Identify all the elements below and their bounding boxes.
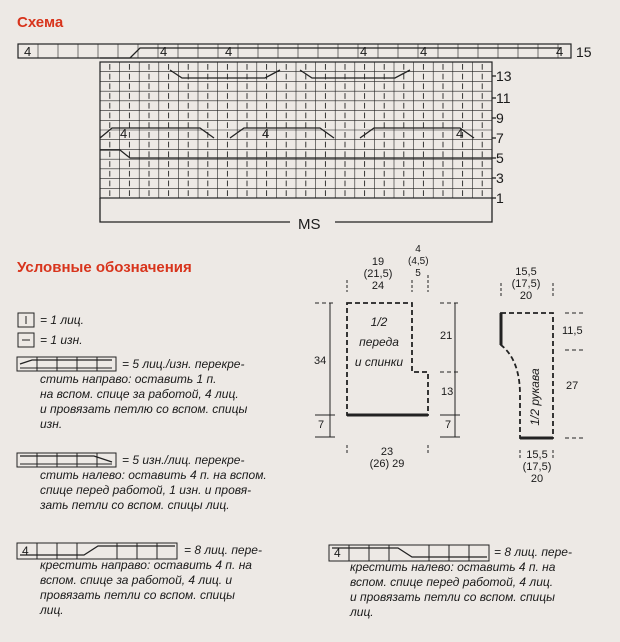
- sleeve-top-width: 15,5 (17,5) 20: [511, 266, 541, 302]
- row-number: 3: [496, 170, 504, 186]
- sleeve-cap-height: 11,5: [562, 325, 583, 337]
- body-height-total: 34: [314, 355, 327, 367]
- legend-purl: = 1 изн.: [40, 333, 83, 347]
- row-number: 7: [496, 130, 504, 146]
- row-number: 5: [496, 150, 504, 166]
- sleeve-bottom-width: 15,5 (17,5) 20: [522, 449, 552, 485]
- body-bottom-width: 23 (26) 29: [369, 446, 405, 470]
- legend-knit: = 1 лиц.: [40, 313, 84, 327]
- row-number: 13: [496, 68, 512, 84]
- cross-count-label: 4: [556, 44, 564, 59]
- cross-count-label: 4: [262, 126, 270, 141]
- body-rib-right: 7: [445, 419, 452, 431]
- cross-8-left-count: 4: [334, 546, 341, 560]
- cross-count-label: 4: [120, 126, 128, 141]
- ms-label: MS: [298, 216, 321, 233]
- body-height-mid: 13: [441, 386, 454, 398]
- sleeve-label: 1/2 рукава: [528, 368, 542, 426]
- sleeve-length: 27: [566, 380, 579, 392]
- cross-count-label: 4: [160, 44, 168, 59]
- body-label: 1/2 переда и спинки: [354, 315, 404, 369]
- legend-cross-5-right-text: = 5 лиц./изн. перекре- стить направо: оставить 1 п. на вспом. спице за работой, 4 лиц. и провязать петлю со вспом. спицы изн.: [40, 357, 248, 431]
- body-rib-left: 7: [318, 419, 325, 431]
- legend-cross-5-left-text: = 5 изн./лиц. перекре- стить налево: оставить 4 п. на вспом. спице перед работой, 1 изн. и провя- зать петли со вспом. спицы лиц.: [40, 453, 267, 512]
- cross-count-label: 4: [360, 44, 368, 59]
- row-number: 15: [576, 44, 592, 60]
- cross-8-right-count: 4: [22, 544, 29, 558]
- cross-count-label: 4: [24, 44, 32, 59]
- row-number: 11: [496, 90, 511, 106]
- body-neck-width: 4 (4,5) 5: [408, 244, 429, 279]
- legend-cross-8-right-text: = 8 лиц. пере- крестить направо: оставить 4 п. на вспом. спице за работой, 4 лиц. и провязать петли со вспом. спицы лиц.: [40, 543, 262, 617]
- sleeve-schematic: [501, 283, 585, 460]
- cross-count-label: 4: [225, 44, 233, 59]
- body-top-width: 19 (21,5) 24: [363, 256, 393, 292]
- row-number: 1: [496, 190, 504, 206]
- cross-count-label: 4: [456, 126, 464, 141]
- cross-count-label: 4: [420, 44, 428, 59]
- row-number: 9: [496, 110, 504, 126]
- legend-cross-8-left-text: = 8 лиц. пере- крестить налево: оставить 4 п. на вспом. спице перед работой, 4 лиц. и провязать петли со вспом. спицы лиц.: [350, 545, 572, 619]
- legend-heading: Условные обозначения: [17, 259, 192, 276]
- chart-heading: Схема: [17, 14, 64, 31]
- body-height-upper: 21: [440, 330, 453, 342]
